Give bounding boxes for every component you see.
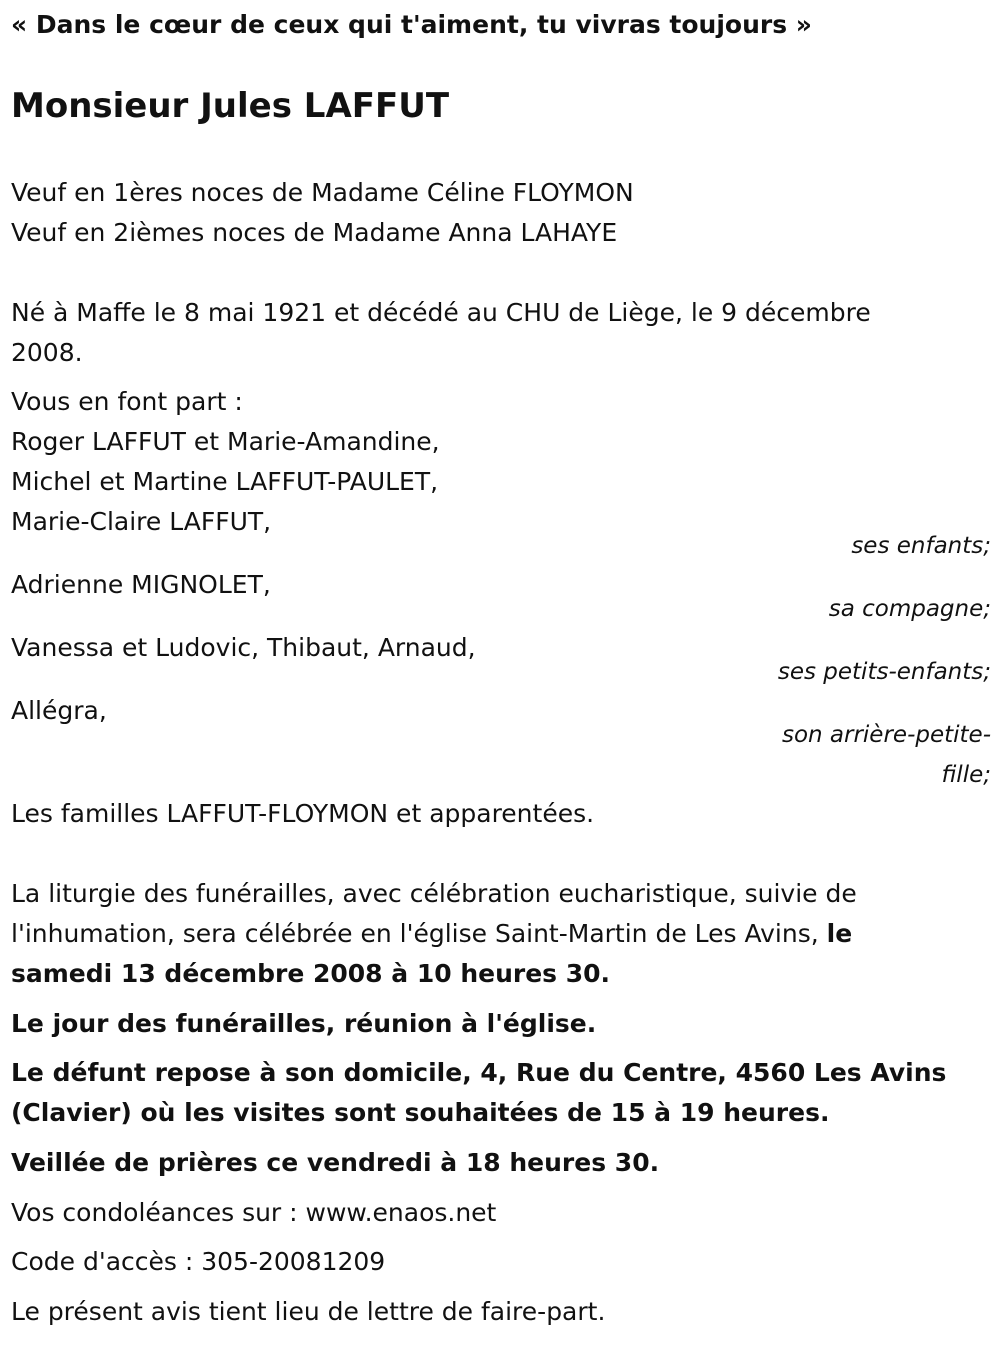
access-code-line	[11, 1242, 991, 1282]
child-1: Roger LAFFUT et Marie-Amandine,	[11, 427, 440, 456]
condolences-line	[11, 1193, 991, 1233]
families-line	[11, 794, 991, 834]
birth-death-line-2: 2008.	[11, 338, 83, 367]
families-text: Les familles LAFFUT-FLOYMON et apparentées.	[11, 799, 595, 828]
great-grandchild-relation-2: fille;	[941, 762, 991, 788]
vigil-text: Veillée de prières ce vendredi à 18 heures 30.	[11, 1148, 660, 1177]
funeral-date: samedi 13 décembre 2008 à 10 heures 30.	[11, 959, 611, 988]
funeral-block	[11, 874, 991, 994]
great-grandchild-relation-1: son arrière-petite-	[781, 722, 991, 748]
funeral-line-2-text: l'inhumation, sera célébrée en l'église Saint-Martin de Les Avins,	[11, 919, 827, 948]
child-2: Michel et Martine LAFFUT-PAULET,	[11, 467, 439, 496]
meeting-text: Le jour des funérailles, réunion à l'église.	[11, 1009, 597, 1038]
children-relation: ses enfants;	[851, 533, 991, 559]
birth-death-block	[11, 293, 991, 373]
grandchildren-relation: ses petits-enfants;	[777, 659, 991, 685]
announce-intro: Vous en font part :	[11, 387, 243, 416]
access-code-text: Code d'accès : 305-20081209	[11, 1247, 386, 1276]
rest-line-2: (Clavier) où les visites sont souhaitées de 15 à 19 heures.	[11, 1098, 830, 1127]
condolences-text: Vos condoléances sur : www.enaos.net	[11, 1198, 497, 1227]
widower-line-1: Veuf en 1ères noces de Madame Céline FLOYMON	[11, 178, 634, 207]
meeting-line	[11, 1004, 991, 1044]
child-3: Marie-Claire LAFFUT,	[11, 507, 272, 536]
epitaph-quote: « Dans le cœur de ceux qui t'aiment, tu vivras toujours »	[11, 10, 812, 39]
companion-name: Adrienne MIGNOLET,	[11, 570, 271, 599]
funeral-line-1: La liturgie des funérailles, avec célébration eucharistique, suivie de	[11, 879, 857, 908]
grandchildren-names: Vanessa et Ludovic, Thibaut, Arnaud,	[11, 633, 476, 662]
great-grandchild-name: Allégra,	[11, 696, 107, 725]
birth-death-line-1: Né à Maffe le 8 mai 1921 et décédé au CHU de Liège, le 9 décembre	[11, 298, 871, 327]
announcers-block	[11, 382, 991, 542]
funeral-line-2-bold: le	[826, 919, 853, 948]
widower-block	[11, 173, 991, 253]
notice-text: Le présent avis tient lieu de lettre de faire-part.	[11, 1297, 606, 1326]
funeral-line-2	[11, 914, 991, 954]
deceased-name: Monsieur Jules LAFFUT	[11, 86, 450, 126]
rest-line-1: Le défunt repose à son domicile, 4, Rue du Centre, 4560 Les Avins	[11, 1058, 947, 1087]
widower-line-2: Veuf en 2ièmes noces de Madame Anna LAHAYE	[11, 218, 618, 247]
notice-line	[11, 1292, 991, 1332]
companion-relation: sa compagne;	[828, 596, 991, 622]
rest-block	[11, 1053, 991, 1133]
vigil-line	[11, 1143, 991, 1183]
